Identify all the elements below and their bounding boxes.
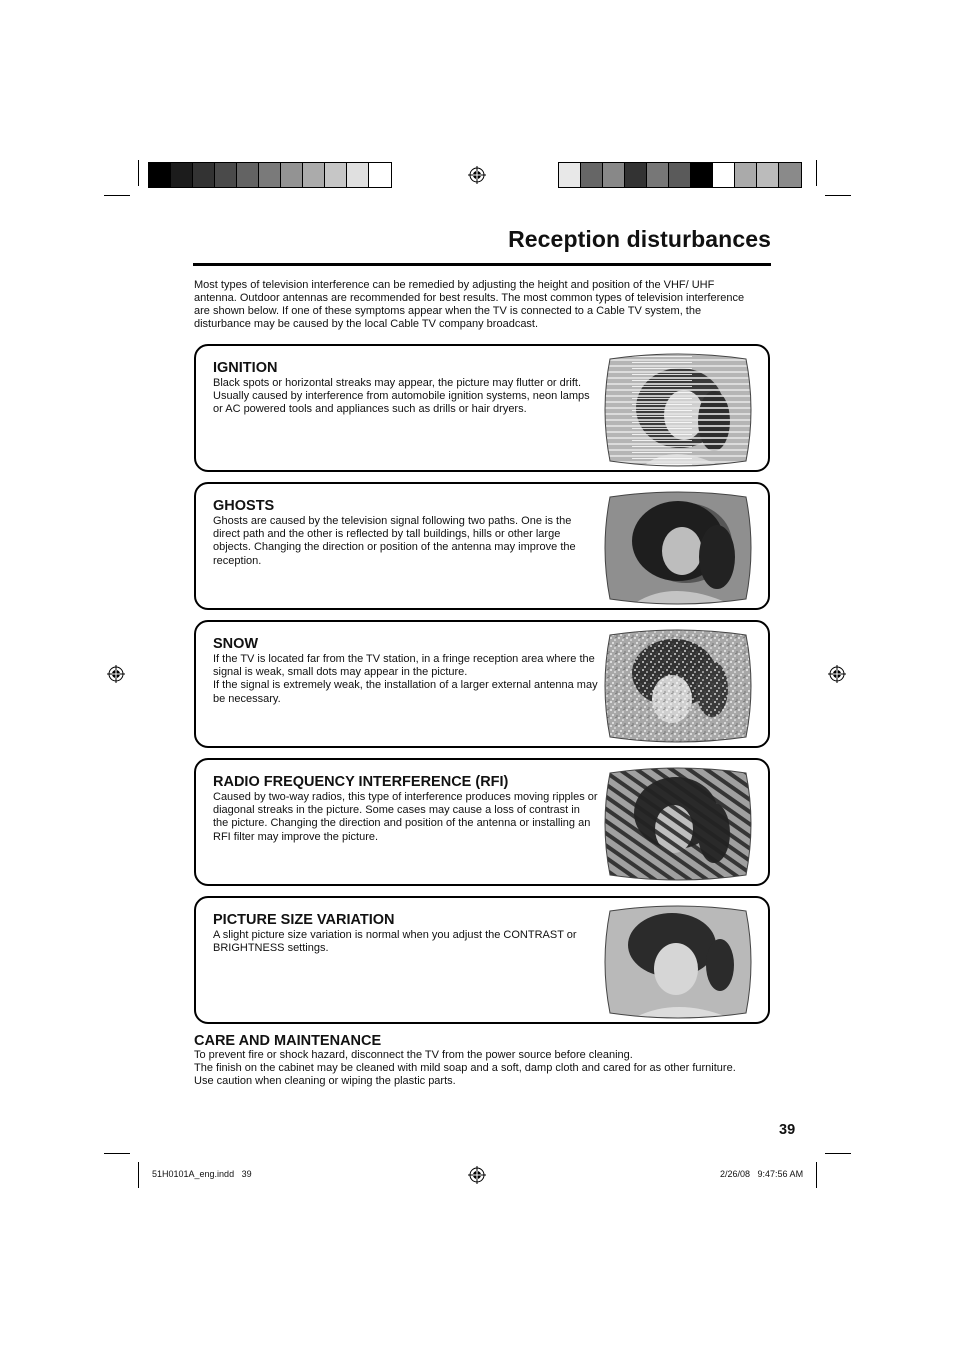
page-title: Reception disturbances <box>508 226 771 252</box>
section-title: RADIO FREQUENCY INTERFERENCE (RFI) <box>213 774 509 790</box>
section-body <box>213 377 598 417</box>
section-card-ghosts <box>194 482 770 610</box>
section-title: SNOW <box>213 636 259 652</box>
registration-mark-icon <box>468 1166 486 1184</box>
section-card-snow <box>194 620 770 748</box>
section-text: If the TV is located far from the TV station, in a fringe reception area where the signal is weak, small dots may appear in the picture. <box>213 653 595 679</box>
registration-mark-icon <box>468 166 486 184</box>
file-slug: 51H0101A_eng.indd 39 <box>152 1169 252 1179</box>
intro-paragraph <box>194 279 754 331</box>
section-text: Caused by two-way radios, this type of interference produces moving ripples or diagonal streaks in the picture. Some cases may cause a loss of contrast in the picture. Changing the direction and position of the antenna or installing an RFI filter may improve the picture. <box>213 791 598 843</box>
crop-mark <box>138 1162 139 1188</box>
section-text: If the signal is extremely weak, the installation of a larger external antenna may be necessary. <box>213 679 598 705</box>
color-bar-right <box>558 162 802 188</box>
tv-ignition-interference-photo <box>602 353 754 467</box>
section-card-rfi <box>194 758 770 886</box>
section-body <box>213 653 598 706</box>
tv-picture-size-photo <box>602 905 754 1019</box>
section-card-picture-size <box>194 896 770 1024</box>
title-rule <box>193 263 771 266</box>
section-text: Black spots or horizontal streaks may appear, the picture may flutter or drift. Usually caused by interference from automobile ignition systems, neon lamps or AC powered tools and appliances such as drills or hair dryers. <box>213 377 590 416</box>
crop-mark <box>816 1162 817 1188</box>
crop-mark <box>104 195 130 196</box>
registration-mark-icon <box>828 665 846 683</box>
section-title: PICTURE SIZE VARIATION <box>213 912 395 928</box>
section-card-ignition <box>194 344 770 472</box>
color-bar-left <box>148 162 392 188</box>
section-body <box>213 929 598 955</box>
tv-snow-photo <box>602 629 754 743</box>
print-timestamp: 2/26/08 9:47:56 AM <box>720 1169 804 1179</box>
section-text: A slight picture size variation is normal when you adjust the CONTRAST or BRIGHTNESS settings. <box>213 929 577 955</box>
intro-text: Most types of television interference can be remedied by adjusting the height and position of the VHF/ UHF antenna. Outdoor antennas are recommended for best results. The most common types of television interference are shown below. If one of these symptoms appear when the TV is connected to a Cable TV system, the disturbance may be caused by the local Cable TV company broadcast. <box>194 279 745 330</box>
crop-mark <box>104 1153 130 1154</box>
crop-mark <box>138 160 139 186</box>
tv-rfi-photo <box>602 767 754 881</box>
crop-mark <box>825 195 851 196</box>
care-body <box>194 1049 794 1089</box>
section-title: GHOSTS <box>213 498 275 514</box>
crop-mark <box>825 1153 851 1154</box>
care-line: To prevent fire or shock hazard, disconnect the TV from the power source before cleaning. <box>194 1049 633 1061</box>
page-number: 39 <box>779 1122 796 1138</box>
section-title: IGNITION <box>213 360 278 376</box>
care-line: The finish on the cabinet may be cleaned with mild soap and a soft, damp cloth and cared for as other furniture. <box>194 1062 736 1075</box>
registration-mark-icon <box>107 665 125 683</box>
section-body <box>213 791 598 844</box>
section-body <box>213 515 598 568</box>
tv-ghosts-photo <box>602 491 754 605</box>
care-line: Use caution when cleaning or wiping the plastic parts. <box>194 1075 456 1088</box>
crop-mark <box>816 160 817 186</box>
care-title: CARE AND MAINTENANCE <box>194 1033 382 1049</box>
section-text: Ghosts are caused by the television signal following two paths. One is the direct path and the other is reflected by tall buildings, hills or other large objects. Changing the direction or position of the antenna may improve the reception. <box>213 515 576 567</box>
